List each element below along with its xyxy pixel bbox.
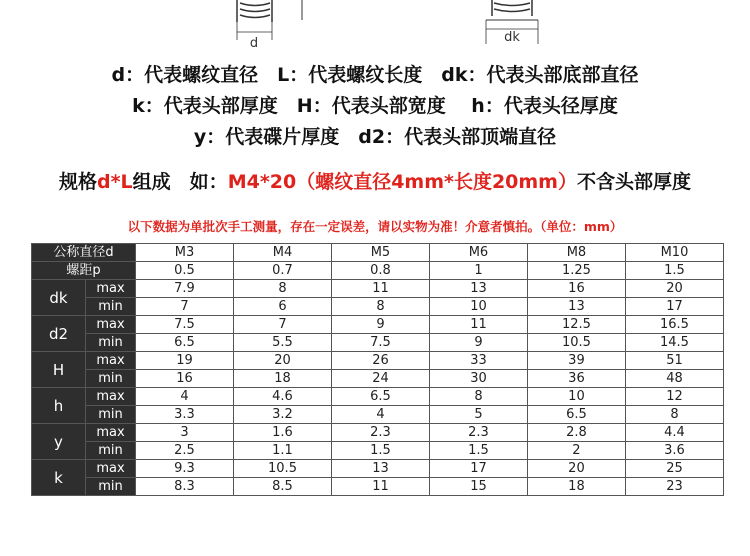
value-cell: 8	[625, 406, 723, 424]
spec-line	[0, 167, 750, 194]
value-cell: 7	[234, 316, 332, 334]
value-cell: 9	[429, 334, 527, 352]
value-cell: 17	[429, 460, 527, 478]
value-cell: 18	[234, 370, 332, 388]
spec-example: M4*20（螺纹直径4mm*长度20mm）	[227, 171, 577, 193]
pitch-cell: 0.8	[331, 262, 429, 280]
value-cell: 48	[625, 370, 723, 388]
group-label: y	[32, 424, 86, 460]
value-cell: 7.5	[136, 316, 234, 334]
value-cell: 1.6	[234, 424, 332, 442]
header-label: 公称直径d	[32, 244, 136, 262]
value-cell: 8.5	[234, 478, 332, 496]
value-cell: 23	[625, 478, 723, 496]
value-cell: 39	[527, 352, 625, 370]
value-cell: 8	[429, 388, 527, 406]
pitch-cell: 1	[429, 262, 527, 280]
spec-suffix: 不含头部厚度	[576, 171, 691, 193]
value-cell: 9	[331, 316, 429, 334]
screw-diagram	[0, 0, 750, 56]
table-row	[32, 334, 724, 352]
value-cell: 13	[527, 298, 625, 316]
group-label: dk	[32, 280, 86, 316]
max-label: max	[86, 388, 136, 406]
table-header-row	[32, 244, 724, 262]
value-cell: 11	[331, 478, 429, 496]
value-cell: 3.6	[625, 442, 723, 460]
value-cell: 19	[136, 352, 234, 370]
pitch-cell: 0.5	[136, 262, 234, 280]
value-cell: 6	[234, 298, 332, 316]
size-cell: M4	[234, 244, 332, 262]
value-cell: 8.3	[136, 478, 234, 496]
value-cell: 10.5	[234, 460, 332, 478]
value-cell: 6.5	[331, 388, 429, 406]
value-cell: 13	[331, 460, 429, 478]
spec-mid: 组成 如：	[132, 171, 228, 193]
value-cell: 5	[429, 406, 527, 424]
value-cell: 6.5	[527, 406, 625, 424]
min-label: min	[86, 478, 136, 496]
value-cell: 2.8	[527, 424, 625, 442]
table-row	[32, 280, 724, 298]
value-cell: 3.3	[136, 406, 234, 424]
value-cell: 4.6	[234, 388, 332, 406]
size-cell: M3	[136, 244, 234, 262]
value-cell: 33	[429, 352, 527, 370]
min-label: min	[86, 298, 136, 316]
pitch-cell: 1.5	[625, 262, 723, 280]
pitch-cell: 0.7	[234, 262, 332, 280]
max-label: max	[86, 316, 136, 334]
value-cell: 13	[429, 280, 527, 298]
table-row	[32, 298, 724, 316]
min-label: min	[86, 406, 136, 424]
legend-line-3: y：代表碟片厚度 d2：代表头部顶端直径	[193, 126, 557, 148]
table-row	[32, 460, 724, 478]
value-cell: 4.4	[625, 424, 723, 442]
value-cell: 7.5	[331, 334, 429, 352]
value-cell: 1.5	[331, 442, 429, 460]
value-cell: 2	[527, 442, 625, 460]
pitch-label: 螺距p	[32, 262, 136, 280]
size-cell: M8	[527, 244, 625, 262]
group-label: H	[32, 352, 86, 388]
max-label: max	[86, 424, 136, 442]
value-cell: 6.5	[136, 334, 234, 352]
value-cell: 16.5	[625, 316, 723, 334]
table-row	[32, 370, 724, 388]
max-label: max	[86, 280, 136, 298]
value-cell: 2.5	[136, 442, 234, 460]
group-label: k	[32, 460, 86, 496]
value-cell: 12	[625, 388, 723, 406]
left-screw-thread	[237, 0, 302, 40]
value-cell: 51	[625, 352, 723, 370]
value-cell: 16	[136, 370, 234, 388]
value-cell: 1.1	[234, 442, 332, 460]
value-cell: 25	[625, 460, 723, 478]
value-cell: 3	[136, 424, 234, 442]
value-cell: 18	[527, 478, 625, 496]
table-pitch-row	[32, 262, 724, 280]
value-cell: 10.5	[527, 334, 625, 352]
value-cell: 17	[625, 298, 723, 316]
table-row	[32, 442, 724, 460]
legend-line-2: k：代表头部厚度 H：代表头部宽度 h：代表头径厚度	[132, 95, 618, 117]
value-cell: 8	[234, 280, 332, 298]
value-cell: 30	[429, 370, 527, 388]
table-row	[32, 478, 724, 496]
max-label: max	[86, 460, 136, 478]
value-cell: 8	[331, 298, 429, 316]
value-cell: 20	[527, 460, 625, 478]
value-cell: 4	[136, 388, 234, 406]
value-cell: 14.5	[625, 334, 723, 352]
value-cell: 10	[429, 298, 527, 316]
table-row	[32, 316, 724, 334]
value-cell: 24	[331, 370, 429, 388]
value-cell: 10	[527, 388, 625, 406]
group-label: d2	[32, 316, 86, 352]
legend-line-1: d：代表螺纹直径 L：代表螺纹长度 dk：代表头部底部直径	[111, 64, 639, 86]
table-row	[32, 388, 724, 406]
value-cell: 7	[136, 298, 234, 316]
table-row	[32, 424, 724, 442]
size-cell: M6	[429, 244, 527, 262]
value-cell: 7.9	[136, 280, 234, 298]
value-cell: 3.2	[234, 406, 332, 424]
min-label: min	[86, 442, 136, 460]
measurement-note: 以下数据为单批次手工测量，存在一定误差，请以实物为准！介意者慎拍。（单位：mm）	[127, 219, 623, 234]
value-cell: 9.3	[136, 460, 234, 478]
diagram-label-dk: dk	[504, 30, 520, 45]
value-cell: 2.3	[331, 424, 429, 442]
value-cell: 4	[331, 406, 429, 424]
group-label: h	[32, 388, 86, 424]
value-cell: 1.5	[429, 442, 527, 460]
value-cell: 20	[625, 280, 723, 298]
value-cell: 11	[429, 316, 527, 334]
value-cell: 2.3	[429, 424, 527, 442]
value-cell: 12.5	[527, 316, 625, 334]
max-label: max	[86, 352, 136, 370]
spec-dl: d*L	[97, 171, 133, 193]
pitch-cell: 1.25	[527, 262, 625, 280]
spec-table	[31, 243, 724, 496]
table-row	[32, 352, 724, 370]
value-cell: 5.5	[234, 334, 332, 352]
value-cell: 15	[429, 478, 527, 496]
value-cell: 20	[234, 352, 332, 370]
diagram-label-d: d	[249, 36, 259, 51]
min-label: min	[86, 370, 136, 388]
table-row	[32, 406, 724, 424]
size-cell: M5	[331, 244, 429, 262]
value-cell: 16	[527, 280, 625, 298]
value-cell: 11	[331, 280, 429, 298]
value-cell: 36	[527, 370, 625, 388]
min-label: min	[86, 334, 136, 352]
value-cell: 26	[331, 352, 429, 370]
spec-prefix: 规格	[59, 171, 98, 193]
size-cell: M10	[625, 244, 723, 262]
